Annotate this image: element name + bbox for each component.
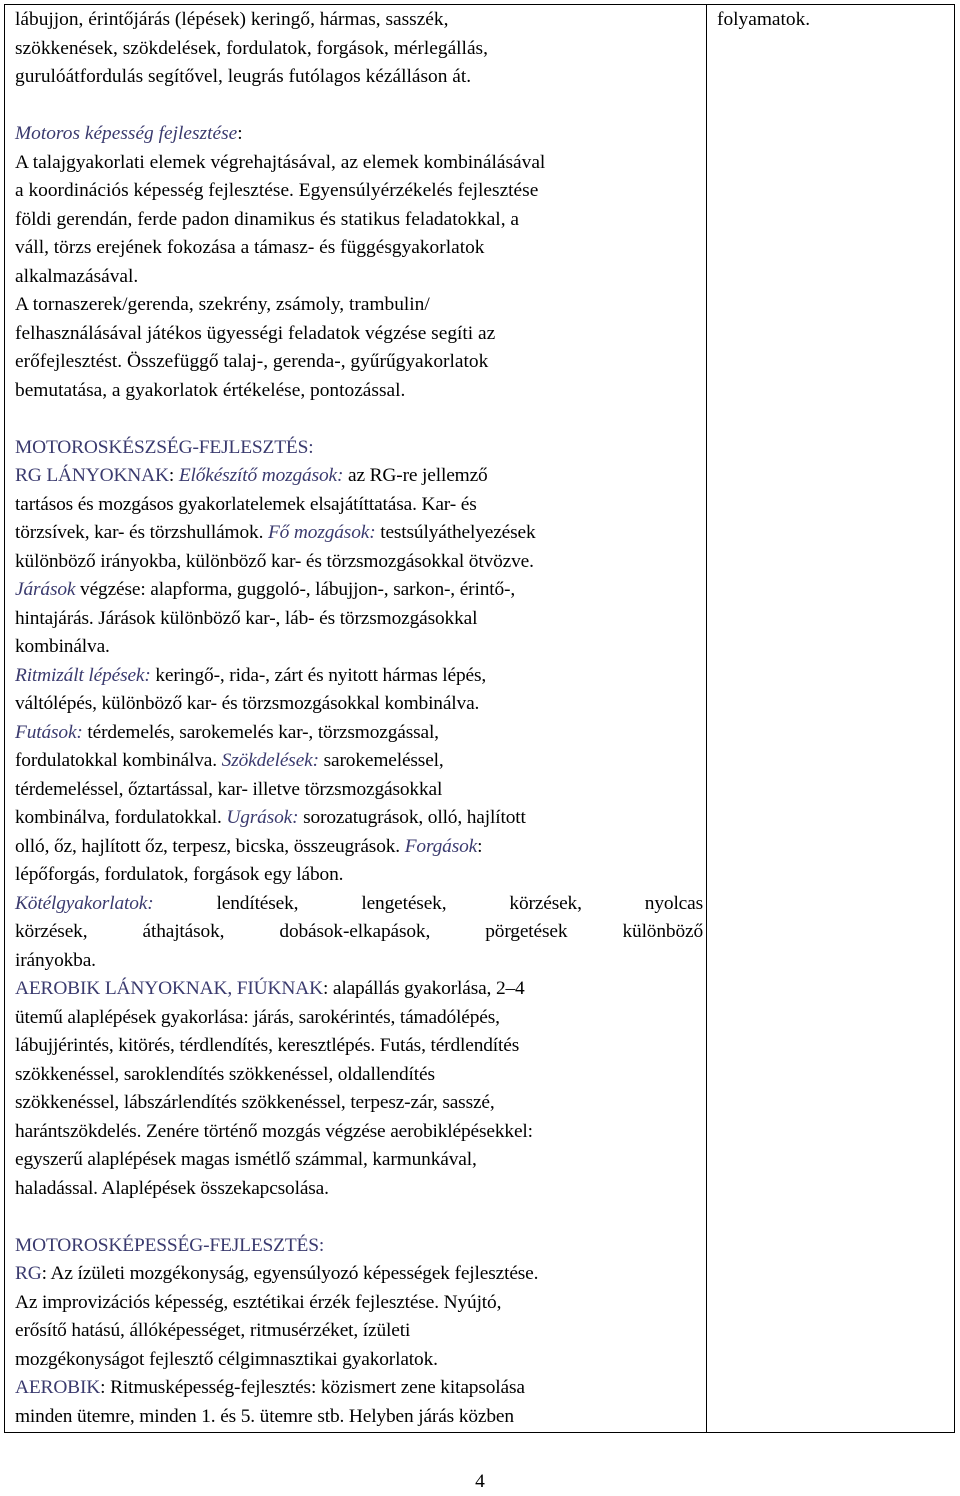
- text-line: bemutatása, a gyakorlatok értékelése, pontozással.: [15, 379, 406, 401]
- text-line: törzsívek, kar- és törzshullámok. Fő mozgások: testsúlyáthelyezések: [15, 522, 536, 543]
- emphasis: Ugrások:: [226, 807, 299, 828]
- emphasis: Szökdelések:: [221, 750, 319, 771]
- text-line: lábujjon, érintőjárás (lépések) keringő, hármas, sasszék,: [15, 9, 449, 30]
- emphasis: Járások: [15, 579, 76, 600]
- text-line: szökkenéssel, saroklendítés szökkenéssel, oldallendítés: [15, 1063, 435, 1085]
- text-line: AEROBIK LÁNYOKNAK, FIÚKNAK: alapállás gyakorlása, 2‒4: [15, 978, 525, 999]
- section-elements: [15, 6, 703, 92]
- text-line: AEROBIK: Ritmusképesség-fejlesztés: közismert zene kitapsolása: [15, 1377, 525, 1398]
- right-column: [717, 6, 947, 35]
- text-line: Kötélgyakorlatok: lendítések, lengetések, körzések, nyolcas: [15, 892, 703, 914]
- text-line: Ritmizált lépések: keringő-, rida-, zárt és nyitott hármas lépés,: [15, 664, 487, 686]
- page-number: 4: [475, 1471, 485, 1492]
- text-line: egyszerű alaplépések magas ismétlő számmal, karmunkával,: [15, 1149, 477, 1170]
- text-line: Futások: térdemelés, sarokemelés kar-, törzsmozgással,: [15, 721, 439, 743]
- emphasis: Kötélgyakorlatok:: [15, 892, 154, 914]
- text-line: A talajgyakorlati elemek végrehajtásával, az elemek kombinálásával: [15, 151, 546, 173]
- heading-colon: :: [237, 123, 243, 144]
- text-line: RG: Az ízületi mozgékonyság, egyensúlyozó képességek fejlesztése.: [15, 1263, 539, 1284]
- text-line: haladással. Alaplépések összekapcsolása.: [15, 1177, 329, 1199]
- text-line: A tornaszerek/gerenda, szekrény, zsámoly, trambulin/: [15, 294, 430, 315]
- text-line: térdemeléssel, őztartással, kar- illetve törzsmozgásokkal: [15, 778, 443, 800]
- text-line: fordulatokkal kombinálva. Szökdelések: sarokemeléssel,: [15, 750, 444, 771]
- emphasis: Ritmizált lépések:: [15, 664, 151, 686]
- text-line: felhasználásával játékos ügyességi feladatok végzése segíti az: [15, 322, 496, 344]
- aerobik-label: AEROBIK: [15, 1377, 101, 1398]
- rg-label: RG LÁNYOKNAK: [15, 465, 169, 486]
- text-line: különböző irányokba, különböző kar- és törzsmozgásokkal ötvözve.: [15, 550, 534, 572]
- text-line: kombinálva, fordulatokkal. Ugrások: sorozatugrások, olló, hajlított: [15, 807, 526, 828]
- text-line: RG LÁNYOKNAK: Előkészítő mozgások: az RG-re jellemző: [15, 465, 488, 486]
- section-motor-skill: [15, 434, 703, 1204]
- text-line: olló, őz, hajlított őz, terpesz, bicska, összeugrások. Forgások:: [15, 835, 483, 857]
- emphasis: Fő mozgások:: [267, 522, 376, 543]
- text-line: tartásos és mozgásos gyakorlatelemek elsajátíttatása. Kar- és: [15, 493, 477, 515]
- text-line: irányokba.: [15, 949, 96, 971]
- text-line: minden ütemre, minden 1. és 5. ütemre stb. Helyben járás közben: [15, 1405, 514, 1427]
- text-line: lépőforgás, fordulatok, forgások egy lábon.: [15, 864, 344, 885]
- emphasis: Előkészítő mozgások:: [178, 465, 344, 486]
- text-line: Az improvizációs képesség, esztétikai érzék fejlesztése. Nyújtó,: [15, 1291, 502, 1313]
- text-line: gurulóátfordulás segítővel, leugrás futólagos kézálláson át.: [15, 66, 472, 87]
- text-line: alkalmazásával.: [15, 265, 139, 287]
- right-column-text: folyamatok.: [717, 9, 811, 30]
- section-heading: MOTOROSKÉSZSÉG-FEJLESZTÉS:: [15, 436, 314, 458]
- text-line: földi gerendán, ferde padon dinamikus és statikus feladatokkal, a: [15, 208, 519, 230]
- text-line: körzések, áthajtások, dobások-elkapások, pörgetések különböző: [15, 921, 703, 942]
- heading-text: Motoros képesség fejlesztése: [15, 123, 238, 144]
- emphasis: Forgások: [404, 835, 478, 857]
- text-line: mozgékonyságot fejlesztő célgimnasztikai gyakorlatok.: [15, 1348, 438, 1370]
- section-heading: [15, 120, 703, 149]
- text-line: ütemű alaplépések gyakorlása: járás, sarokérintés, támadólépés,: [15, 1006, 500, 1028]
- text-line: erőfejlesztést. Összefüggő talaj-, gerenda-, gyűrűgyakorlatok: [15, 351, 489, 372]
- section-heading: MOTOROSKÉPESSÉG-FEJLESZTÉS:: [15, 1234, 325, 1256]
- text-line: szökkenéssel, lábszárlendítés szökkenéssel, terpesz-zár, sasszé,: [15, 1092, 495, 1113]
- text-line: lábujjérintés, kitörés, térdlendítés, keresztlépés. Futás, térdlendítés: [15, 1035, 520, 1056]
- emphasis: Futások:: [15, 721, 83, 743]
- text-line: harántszökdelés. Zenére történő mozgás végzése aerobiklépésekkel:: [15, 1120, 533, 1142]
- text-line: kombinálva.: [15, 636, 110, 657]
- left-column: [15, 6, 703, 1431]
- text-line: a koordinációs képesség fejlesztése. Egyensúlyérzékelés fejlesztése: [15, 180, 539, 201]
- section-motor-ability: [15, 120, 703, 405]
- text-line: szökkenések, szökdelések, fordulatok, forgások, mérlegállás,: [15, 37, 488, 59]
- rg-label: RG: [15, 1263, 42, 1284]
- text-line: váll, törzs erejének fokozása a támasz- és függésgyakorlatok: [15, 237, 485, 258]
- section-motor-ability-dev: [15, 1232, 703, 1432]
- column-divider: [706, 4, 707, 1433]
- text-line: Járások végzése: alapforma, guggoló-, lábujjon-, sarkon-, érintő-,: [15, 579, 516, 600]
- text-line: erősítő hatású, állóképességet, ritmusérzéket, ízületi: [15, 1320, 411, 1341]
- text-line: hintajárás. Járások különböző kar-, láb- és törzsmozgásokkal: [15, 607, 478, 629]
- text-line: váltólépés, különböző kar- és törzsmozgásokkal kombinálva.: [15, 693, 480, 714]
- aerobik-label: AEROBIK LÁNYOKNAK, FIÚKNAK: [15, 978, 323, 999]
